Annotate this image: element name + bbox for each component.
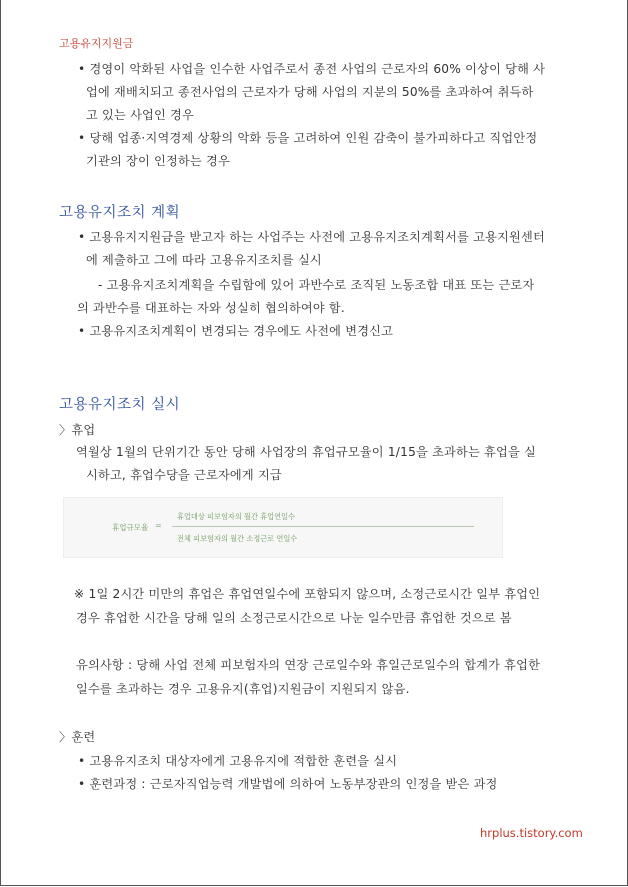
plan-bullet-2: • 고용유지조치계획이 변경되는 경우에도 사전에 변경신고 xyxy=(78,324,394,338)
leave-ratio-formula xyxy=(63,497,503,558)
intro-bullet-2-line-1: • 당해 업종·지역경제 상황의 악화 등을 고려하여 인원 감축이 불가피하다고 직업안정 xyxy=(78,131,538,145)
plan-bullet-1-line-1: • 고용유지지원금을 받고자 하는 사업주는 사전에 고용유지조치계획서를 고용지원센터 xyxy=(78,230,545,244)
plan-bullet-1-line-2: 에 제출하고 그에 따라 고용유지조치를 실시 xyxy=(86,253,322,267)
caution-line-2: 일수를 초과하는 경우 고용유지(휴업)지원금이 지원되지 않음. xyxy=(76,682,410,696)
intro-bullet-1-line-3: 고 있는 사업인 경우 xyxy=(86,108,195,122)
training-section-title: 〉훈련 xyxy=(59,730,96,744)
intro-bullet-2-line-2: 기관의 장이 인정하는 경우 xyxy=(86,154,230,168)
leave-desc-line-2: 시하고, 휴업수당을 근로자에게 지급 xyxy=(86,468,282,482)
plan-sub-line-2: 의 과반수를 대표하는 자와 성실히 협의하여야 함. xyxy=(77,301,345,315)
training-bullet-2: • 훈련과정 : 근로자직업능력 개발법에 의하여 노동부장관의 인정을 받은 과정 xyxy=(78,777,498,791)
intro-bullet-1-line-1: • 경영이 악화된 사업을 인수한 사업주로서 종전 사업의 근로자의 60% 이상이 당해 사 xyxy=(78,62,546,76)
formula-label: 휴업규모율 xyxy=(112,523,149,532)
training-bullet-1: • 고용유지조치 대상자에게 고용유지에 적합한 훈련을 실시 xyxy=(78,754,398,768)
intro-bullet-1-line-2: 업에 재배치되고 종전사업의 근로자가 당해 사업의 지분의 50%를 초과하여 취득하 xyxy=(86,85,534,99)
header-title: 고용유지지원금 xyxy=(59,37,134,50)
implementation-heading: 고용유지조치 실시 xyxy=(59,397,181,413)
formula-equals: = xyxy=(155,521,162,530)
formula-denominator: 전체 피보험자의 월간 소정근로 연일수 xyxy=(177,534,298,543)
note-line-2: 경우 휴업한 시간을 당해 일의 소정근로시간으로 나눈 일수만큼 휴업한 것으로 봄 xyxy=(76,611,512,625)
formula-fraction-line xyxy=(172,526,474,527)
leave-section-title: 〉휴업 xyxy=(59,423,96,437)
footer-site: hrplus.tistory.com xyxy=(480,826,583,840)
leave-desc-line-1: 역월상 1월의 단위기간 동안 당해 사업장의 휴업규모율이 1/15을 초과하는 휴업을 실 xyxy=(76,445,537,459)
caution-line-1: 유의사항 : 당해 사업 전체 피보험자의 연장 근로일수와 휴일근로일수의 합계가 휴업한 xyxy=(76,658,541,672)
note-line-1: ※ 1일 2시간 미만의 휴업은 휴업연일수에 포함되지 않으며, 소정근로시간 일부 휴업인 xyxy=(74,587,541,601)
plan-sub-line-1: - 고용유지조치계획을 수립함에 있어 과반수로 조직된 노동조합 대표 또는 근로자 xyxy=(98,278,535,292)
formula-numerator: 휴업대상 피보험자의 월간 휴업연일수 xyxy=(177,512,295,521)
plan-heading: 고용유지조치 계획 xyxy=(59,205,181,221)
